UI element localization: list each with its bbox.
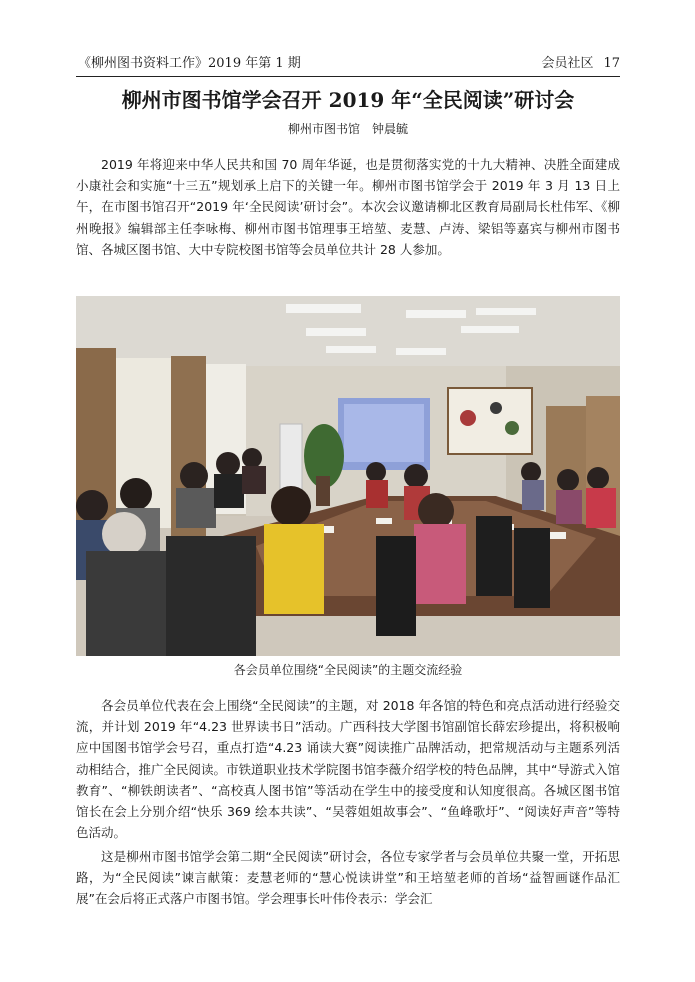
header-right [541,54,620,74]
running-header [76,54,620,77]
page-number: 17 [603,56,620,71]
meeting-photo [76,296,620,656]
article-byline: 柳州市图书馆 钟晨毓 [287,122,408,136]
paragraph-exchange: 各会员单位代表在会上围绕“全民阅读”的主题，对 2018 年各馆的特色和亮点活动进行经验交流，并计划 2019 年“4.23 世界读书日”活动。广西科技大学图书馆副馆长薛宏珍提出，将积极响应中国图书馆学会号召，重点打造“4.23 诵读大赛”阅读推广品牌活动，把常规活动与主题系列活动相结合，推广全民阅读。市铁道职业技术学院图书馆李薇介绍学校的特色品牌，其中“导游式入馆教育”、“柳铁朗读者”、“高校真人图书馆”等活动在学生中的接受度和认知度很高。各城区图书馆馆长在会上分别介绍“快乐 369 绘本共读”、“吴蓉姐姐故事会”、“鱼峰歌圩”、“阅读好声音”等特色活动。 [76,698,620,841]
photo-caption: 各会员单位围绕“全民阅读”的主题交流经验 [233,663,463,677]
meeting-room-illustration [76,296,620,656]
paragraph-seminar: 这是柳州市图书馆学会第二期“全民阅读”研讨会，各位专家学者与会员单位共聚一堂，开拓思路，为“全民阅读”谏言献策：麦慧老师的“慧心悦读讲堂”和王培堃老师的首场“益智画谜作品汇展”在会后将正式落户市图书馆。学会理事长叶伟伶表示：学会汇 [76,849,620,907]
journal-issue: 《柳州图书资料工作》2019 年第 1 期 [78,56,301,71]
article-title: 柳州市图书馆学会召开 2019 年“全民阅读”研讨会 [121,88,575,112]
section-name: 会员社区 [541,56,594,71]
paragraph-intro: 2019 年将迎来中华人民共和国 70 周年华诞，也是贯彻落实党的十九大精神、决胜全面建成小康社会和实施“十三五”规划承上启下的关键一年。柳州市图书馆学会于 2019 年 3 月 13 日上午，在市图书馆召开“2019 年‘全民阅读’研讨会”。本次会议邀请柳北区教育局副局长杜伟军、《柳州晚报》编辑部主任李咏梅、柳州市图书馆理事王培堃、麦慧、卢涛、梁铝等嘉宾与柳州市图书馆、各城区图书馆、大中专院校图书馆等会员单位共计 28 人参加。 [76,157,620,257]
